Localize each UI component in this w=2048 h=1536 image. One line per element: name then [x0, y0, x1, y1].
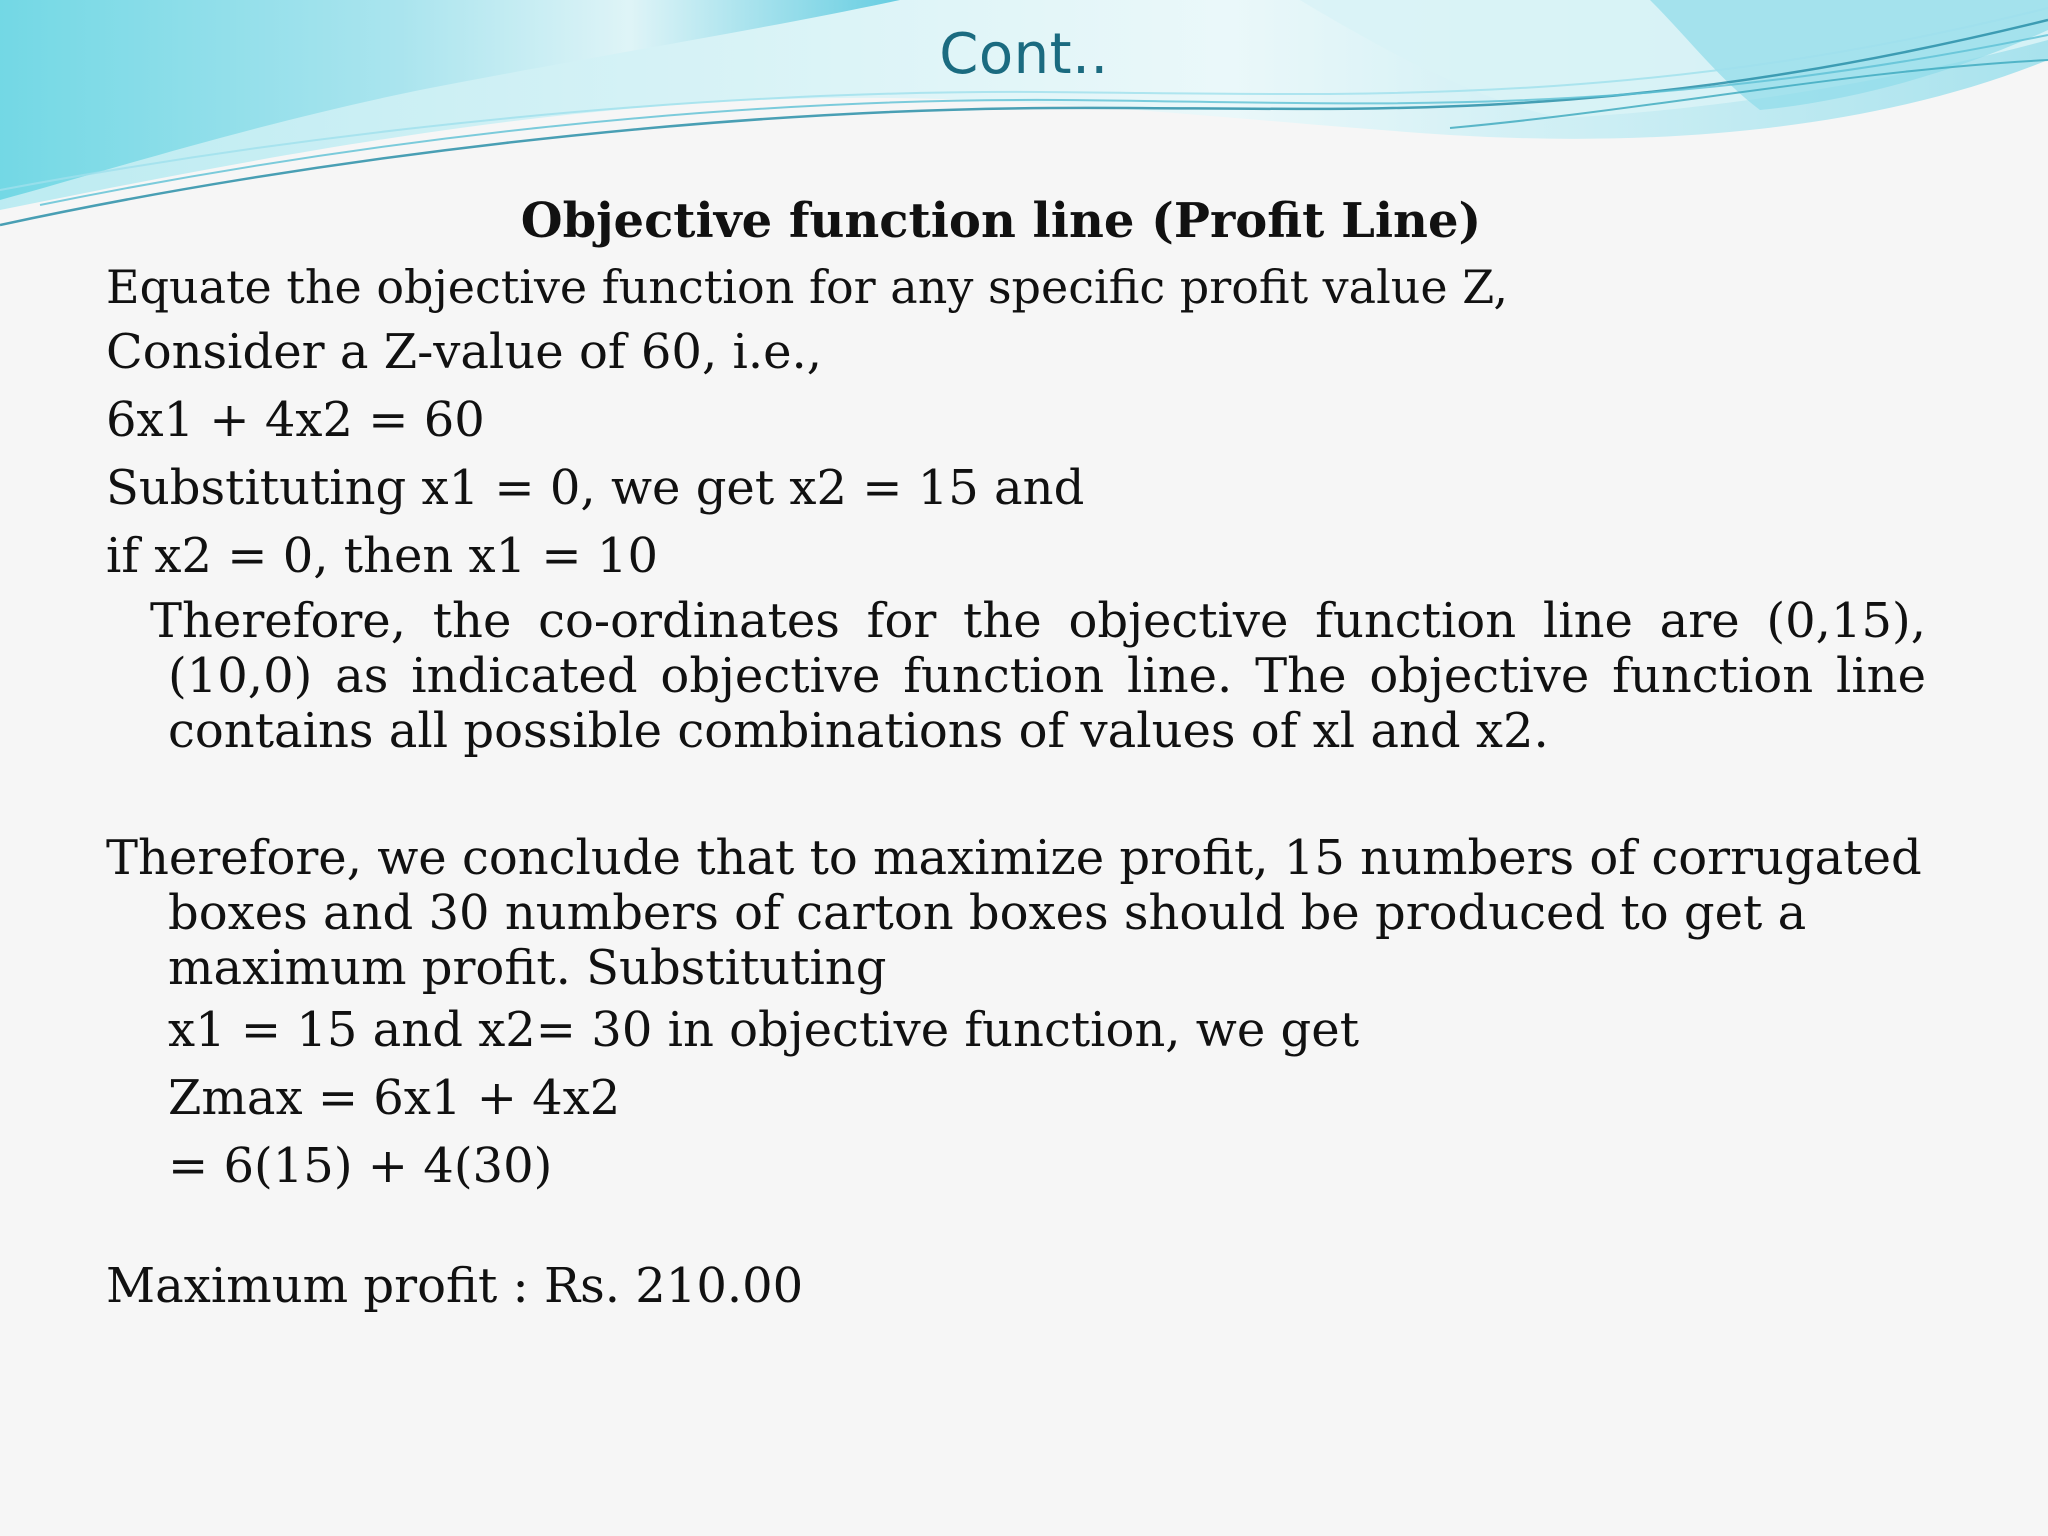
text-line: if x2 = 0, then x1 = 10 — [106, 528, 658, 584]
substitution-line: x1 = 15 and x2= 30 in objective function, we get — [168, 1002, 1359, 1058]
coordinates-paragraph: Therefore, the co-ordinates for the objective function line are (0,15), (10,0) as indicated objective function line. The objective function line contains all possible combinations of values of xl and x2. — [150, 593, 1926, 759]
section-heading: Objective function line (Profit Line) — [520, 193, 1482, 249]
slide-title: Cont.. — [939, 22, 1109, 87]
conclusion-paragraph: Therefore, we conclude that to maximize profit, 15 numbers of corrugated boxes and 30 numbers of carton boxes should be produced to get a maximum profit. Substituting — [106, 830, 1922, 996]
zmax-calculation: = 6(15) + 4(30) — [168, 1138, 553, 1194]
equation-line: 6x1 + 4x2 = 60 — [106, 392, 485, 448]
slide-body — [106, 190, 1926, 1320]
text-line: Consider a Z-value of 60, i.e., — [106, 324, 823, 380]
zmax-equation: Zmax = 6x1 + 4x2 — [168, 1070, 621, 1126]
maximum-profit-result: Maximum profit : Rs. 210.00 — [106, 1258, 804, 1314]
text-line: Equate the objective function for any specific profit value Z, — [106, 260, 1509, 314]
text-line: Substituting x1 = 0, we get x2 = 15 and — [106, 460, 1085, 516]
